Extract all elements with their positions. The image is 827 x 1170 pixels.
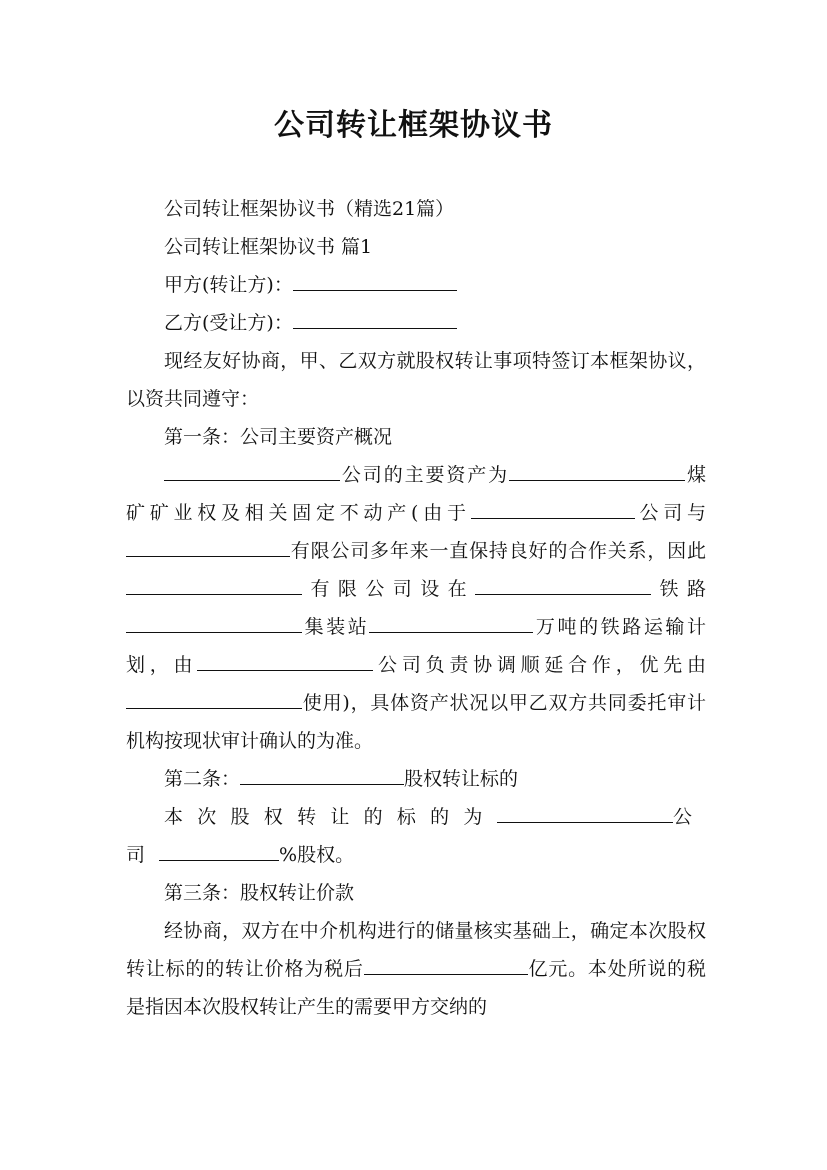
party-b-line	[126, 304, 706, 342]
text-run: 使用)，具体资产状况以甲乙双方共同委托审计机构按现状审计确认的为准。	[126, 692, 706, 752]
blank-field	[126, 534, 290, 557]
party-b-label: 乙方(受让方)：	[164, 312, 293, 334]
party-a-line	[126, 266, 706, 304]
text-run: 公司的主要资产为	[340, 464, 510, 486]
blank-field	[126, 572, 302, 595]
blank-field	[369, 610, 533, 633]
document-body	[126, 190, 706, 1026]
article-3-paragraph	[126, 912, 706, 1026]
article-1-paragraph	[126, 456, 706, 760]
blank-field	[126, 686, 302, 709]
blank-field	[509, 458, 685, 481]
text-run: 公司与	[634, 502, 706, 524]
document-title: 公司转让框架协议书	[274, 108, 553, 143]
party-a-label: 甲方(转让方)：	[164, 274, 293, 296]
text-run: 本次股权转让的标的为	[164, 806, 497, 828]
section-title: 公司转让框架协议书 篇1	[164, 236, 373, 258]
text-run: 第二条：	[164, 768, 241, 790]
blank-field	[364, 952, 528, 975]
text-run: 集装站	[302, 616, 370, 638]
intro-paragraph: 现经友好协商，甲、乙双方就股权转让事项特签订本框架协议，以资共同遵守：	[126, 350, 706, 410]
text-run: 股权转让标的	[404, 768, 519, 790]
text-run: 经协商，双方在中介机构进行的储量核实基础上，确定本次股权转让标的的转让价格为税后	[126, 920, 706, 980]
subtitle-line: 公司转让框架协议书（精选21篇）	[164, 198, 455, 220]
text-run: 有限公司多年来一直保持良好的合作关系，因此	[290, 540, 706, 562]
text-run: 万吨的铁路运输计划，由	[126, 616, 706, 676]
blank-field	[197, 648, 373, 671]
party-b-blank	[293, 306, 457, 329]
text-run: 有限公司设在	[302, 578, 476, 600]
blank-field	[475, 572, 651, 595]
article-2-paragraph	[126, 798, 706, 874]
text-run: 公司负责协调顺延合作，优先由	[373, 654, 706, 676]
text-run: 煤矿矿业权及相关固定不动产(由于	[126, 464, 706, 524]
blank-field	[471, 496, 635, 519]
text-run: 公司	[126, 806, 706, 866]
blank-field	[126, 610, 302, 633]
blank-field	[240, 762, 404, 785]
party-a-blank	[293, 268, 457, 291]
article-1-title: 第一条：公司主要资产概况	[164, 426, 393, 448]
article-3-title: 第三条：股权转让价款	[164, 882, 355, 904]
text-run: 铁路	[651, 578, 706, 600]
text-run: 亿元。本处所说的税是指因本次股权转让产生的需要甲方交纳的	[126, 958, 706, 1018]
blank-field	[164, 458, 340, 481]
article-2-title	[126, 760, 706, 798]
blank-field	[159, 838, 279, 861]
text-run: %股权。	[279, 844, 355, 866]
blank-field	[497, 800, 673, 823]
